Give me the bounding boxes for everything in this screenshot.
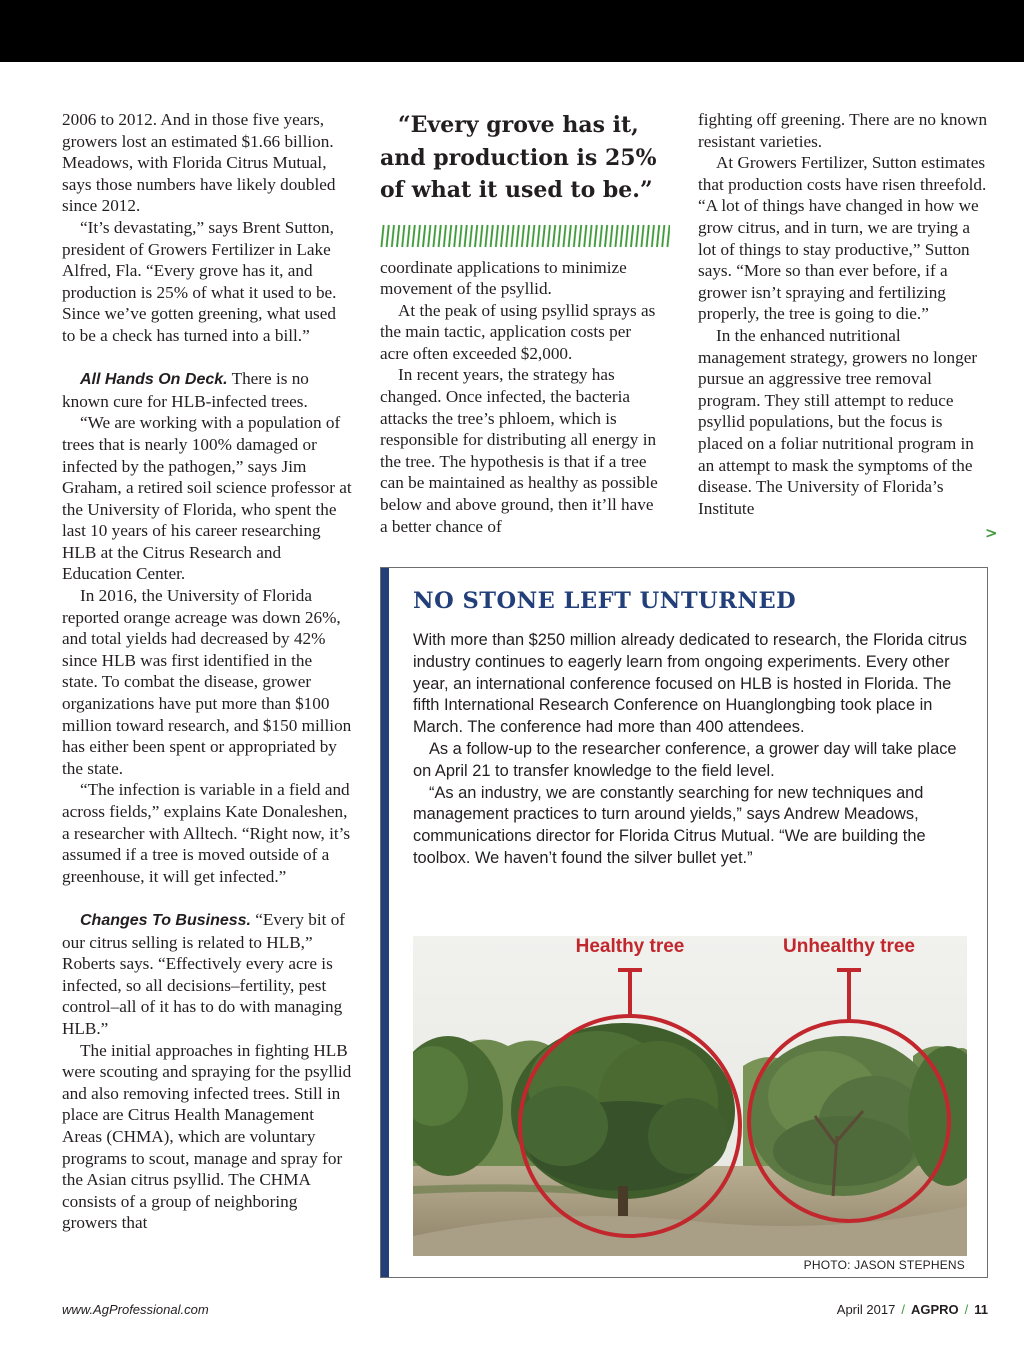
photo-credit: PHOTO: JASON STEPHENS bbox=[803, 1258, 965, 1272]
paragraph: coordinate applications to minimize movement of the psyllid. bbox=[380, 257, 627, 299]
paragraph: fighting off greening. There are no known resistant varieties. bbox=[698, 110, 988, 151]
paragraph: In 2016, the University of Florida reported orange acreage was down 26%, and total yields had decreased by 42% since HLB was first identified in the state. To combat the disease, grower organizations have put more than $100 million toward research, and $150 million has either been spent or appropriated by the state. bbox=[62, 586, 352, 778]
sidebar-paragraph: “As an industry, we are constantly searching for new techniques and management practices to turn around yields,” says Andrew Meadows, communications director for Florida Citrus Mutual. “We are building the toolbox. We haven’t found the silver bullet yet.” bbox=[413, 783, 926, 867]
footer-date: April 2017 bbox=[836, 1302, 896, 1317]
paragraph: “The infection is variable in a field and across fields,” explains Kate Donaleshen, a researcher with Alltech. “Right now, it’s assumed if a tree is moved outside of a greenhouse, it will get infected.” bbox=[62, 780, 351, 886]
article-column-1 bbox=[62, 109, 352, 1234]
footer-folio bbox=[837, 1302, 988, 1317]
paragraph: In recent years, the strategy has changed. Once infected, the bacteria attacks the tree’s phloem, which is responsible for distributing all energy in the tree. The hypothesis is that if a tree can be maintained as healthy as possible below and above ground, then it’ll have a better chance of bbox=[380, 365, 658, 536]
paragraph: In the enhanced nutritional management strategy, growers no longer pursue an aggressive tree removal program. They still attempt to reduce psyllid populations, but the focus is placed on a foliar nutritional program in an attempt to mask the symptoms of the disease. The University of Florida’s Institute bbox=[698, 325, 978, 518]
unhealthy-tree-label: Unhealthy tree bbox=[783, 936, 915, 957]
paragraph-changes-to-business: Changes To Business. “Every bit of our citrus selling is related to HLB,” Roberts says. “Effectively every acre is infected, so all decisions–fertility, pest control–all of it has to do with managing HLB.” bbox=[62, 909, 346, 1038]
article-column-2 bbox=[380, 109, 662, 537]
paragraph: At the peak of using psyllid sprays as the main tactic, application costs per acre often exceeded $2,000. bbox=[380, 300, 656, 363]
sidebar-paragraph: As a follow-up to the researcher conference, a grower day will take place on April 21 to transfer knowledge to the field level. bbox=[413, 739, 957, 780]
pull-quote-rule bbox=[380, 223, 670, 249]
subhead-changes-to-business: Changes To Business. bbox=[80, 911, 251, 929]
paragraph: “We are working with a population of trees that is nearly 100% damaged or infected by the pathogen,” says Jim Graham, a retired soil science professor at the University of Florida, who spent the last 10 years of his career researching HLB at the Citrus Research and Education Center. bbox=[62, 413, 352, 584]
subhead-all-hands-on-deck: All Hands On Deck. bbox=[80, 371, 228, 389]
article-column-3 bbox=[698, 109, 990, 519]
sidebar-paragraph: With more than $250 million already dedicated to research, the Florida citrus industry continues to eagerly learn from ongoing experiments. Every other year, an international conference focused on HLB is hosted in Florida. The fifth International Research Conference on Huanglongbing took place in March. The conference had more than 400 attendees. bbox=[413, 631, 967, 737]
top-black-bar bbox=[0, 0, 1024, 62]
paragraph: “It’s devastating,” says Brent Sutton, president of Growers Fertilizer in Lake Alfred, Fla. “Every grove has it, and production is 25% of what it used to be. Since we’ve gotten greening, what used to be a check has turned into a bill.” bbox=[62, 217, 337, 345]
footer-separator: / bbox=[901, 1302, 905, 1317]
sidebar-title: NO STONE LEFT UNTURNED bbox=[413, 588, 797, 614]
healthy-tree-label: Healthy tree bbox=[575, 936, 685, 957]
sidebar-body bbox=[413, 630, 979, 870]
footer-website: www.AgProfessional.com bbox=[62, 1302, 209, 1317]
sidebar-box bbox=[380, 567, 988, 1278]
paragraph-all-hands: All Hands On Deck. There is no known cure for HLB-infected trees. bbox=[62, 369, 309, 411]
pull-quote: “Every grove has it, and production is 25% of what it used to be.” bbox=[380, 112, 657, 203]
continue-arrow-icon: > bbox=[985, 524, 998, 542]
page-number: 11 bbox=[974, 1302, 988, 1317]
footer-separator: / bbox=[964, 1302, 969, 1317]
footer-brand: AGPRO bbox=[910, 1302, 959, 1317]
paragraph: The initial approaches in fighting HLB were scouting and spraying for the psyllid and also removing infected trees. Still in place are Citrus Health Management Areas (CHMA), which are voluntary programs to scout, manage and spray for the Asian citrus psyllid. The CHMA consists of a group of neighboring growers that bbox=[62, 1040, 352, 1233]
paragraph: 2006 to 2012. And in those five years, growers lost an estimated $1.66 billion. Meadows, with Florida Citrus Mutual, says those numbers have likely doubled since 2012. bbox=[62, 110, 336, 216]
citrus-trees-photo bbox=[413, 936, 967, 1256]
paragraph: At Growers Fertilizer, Sutton estimates that production costs have risen threefold. “A lot of things have changed in how we grow citrus, and in turn, we are trying a lot of things to stay productive,” Sutton says. “More so than ever before, if a grower isn’t spraying and fertilizing properly, the tree is going to die.” bbox=[698, 153, 987, 324]
sidebar-accent-bar bbox=[381, 568, 389, 1277]
